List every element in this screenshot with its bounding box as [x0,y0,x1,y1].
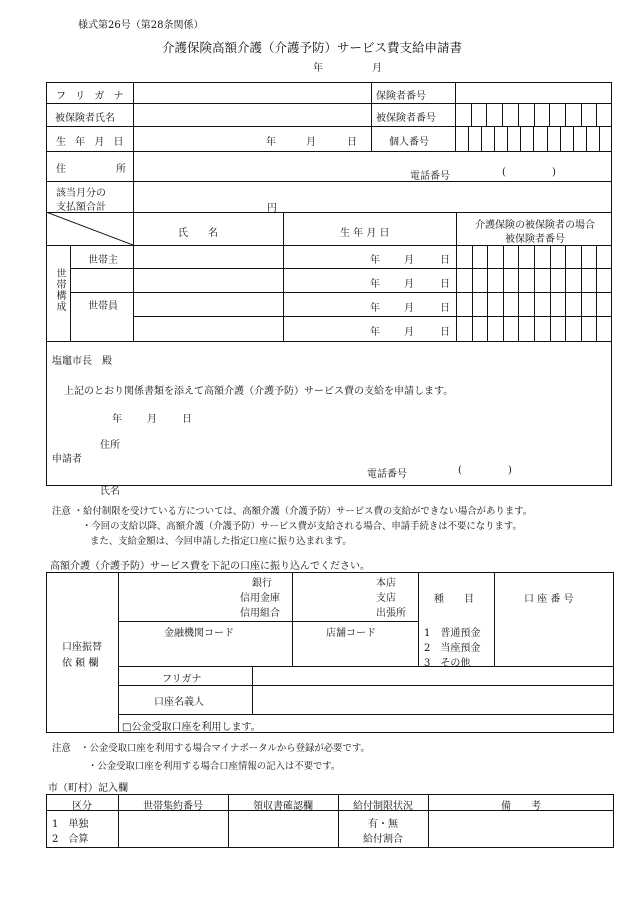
branch-type-branch: 支店 [376,593,396,604]
application-year: 年 [112,414,122,425]
city-col-restriction: 給付制限状況 [353,801,413,812]
insured-name-label: 被保険者氏名 [55,113,115,124]
household-member-label: 世帯員 [88,301,118,312]
row3-month: 月 [404,303,414,314]
form-number: 様式第26号（第28条関係） [78,20,204,31]
row2-month: 月 [404,279,414,290]
row3-day: 日 [440,303,450,314]
row1-day: 日 [440,255,450,266]
row3-year: 年 [370,303,380,314]
restriction-rate: 給付割合 [363,834,403,845]
phone-paren-open: ( [502,167,506,178]
row1-year: 年 [370,255,380,266]
row2-day: 日 [440,279,450,290]
household-name-col: 氏 名 [178,228,218,239]
city-col-remarks: 備 考 [501,801,541,812]
account-holder-label: 口座名義人 [154,697,204,708]
note-line-1: 注意 ・給付制限を受けている方については、高額介護（介護予防）サービス費の支給ができない場合があります。 [52,506,533,517]
account-kind-2: 2 当座預金 [424,643,481,654]
note-line-2: ・今回の支給以降、高額介護（介護予防）サービス費が支給される場合、申請手続きは不要になります。 [82,521,522,532]
restriction-yes-no: 有・無 [368,819,398,830]
application-statement: 上記のとおり関係書類を添えて高額介護（介護予防）サービス費の支給を申請します。 [64,386,454,397]
applicant-phone-label: 電話番号 [367,469,407,480]
city-col-receipt: 領収書確認欄 [253,801,313,812]
category-single: 1 単独 [52,819,89,830]
diagonal-divider [46,212,133,245]
payment-total-label-1: 該当月分の [56,188,106,199]
birth-day: 日 [347,137,357,148]
applicant-label: 申請者 [52,454,82,465]
applicant-phone-paren-close: ) [508,465,512,476]
insured-number-label: 被保険者番号 [376,113,436,124]
bank-note-1: 注意 ・公金受取口座を利用する場合マイナポータルから登録が必要です。 [52,743,370,754]
household-head-label: 世帯主 [88,255,118,266]
address-label: 住 [56,164,66,175]
household-insured-col-1: 介護保険の被保険者の場合 [475,220,595,231]
branch-code-label: 店舗コード [326,628,376,639]
household-insured-col-2: 被保険者番号 [505,234,565,245]
household-vertical-label: 世帯構成 [54,268,65,312]
row2-year: 年 [370,279,380,290]
bank-note-2: ・公金受取口座を利用する場合口座情報の記入は不要です。 [88,761,341,772]
bank-type-kumiai: 信用組合 [240,608,280,619]
mayor-address: 塩竈市長 殿 [52,356,112,367]
date-month: 月 [372,63,382,74]
row1-month: 月 [404,255,414,266]
row4-month: 月 [404,327,414,338]
applicant-name-label: 氏名 [100,486,120,497]
bank-code-label: 金融機関コード [164,628,234,639]
account-number-header: 口 座 番 号 [524,594,574,605]
bank-type-bank: 銀行 [252,578,272,589]
page-title: 介護保険高額介護（介護予防）サービス費支給申請書 [162,40,463,55]
branch-type-office: 出張所 [376,608,406,619]
application-month: 月 [147,414,157,425]
account-kind-header: 種 目 [434,594,474,605]
public-account-checkbox[interactable]: □公金受取口座を利用します。 [122,722,261,733]
category-combined: 2 合算 [52,834,89,845]
bank-label-1: 口座振替 [62,642,102,653]
date-year: 年 [313,63,323,74]
city-col-category: 区分 [72,801,92,812]
furigana-label: フ リ ガ ナ [56,91,127,102]
phone-label: 電話番号 [410,171,450,182]
birth-date-label: 生 年 月 日 [56,137,127,148]
bank-label-2: 依 頼 欄 [62,658,99,669]
yen-label: 円 [267,203,277,214]
household-birth-col: 生 年 月 日 [340,228,390,239]
city-section-heading: 市（町村）記入欄 [48,783,128,794]
holder-furigana-label: フリガナ [162,674,202,685]
payment-total-label-2: 支払額合計 [56,202,106,213]
account-kind-1: 1 普通預金 [424,628,481,639]
applicant-address-label: 住所 [100,440,120,451]
phone-paren-close: ) [552,167,556,178]
note-line-3: また、支給金額は、今回申請した指定口座に振り込まれます。 [90,536,352,547]
individual-number-label: 個人番号 [389,137,429,148]
insurer-number-label: 保険者番号 [376,91,426,102]
birth-month: 月 [306,137,316,148]
application-day: 日 [182,414,192,425]
account-kind-3: 3 その他 [424,658,471,669]
bank-intro: 高額介護（介護予防）サービス費を下記の口座に振り込んでください。 [50,561,370,572]
birth-year: 年 [266,137,276,148]
branch-type-main: 本店 [376,578,396,589]
applicant-phone-paren-open: ( [458,465,462,476]
city-col-household-number: 世帯集約番号 [143,801,203,812]
row4-year: 年 [370,327,380,338]
row4-day: 日 [440,327,450,338]
bank-type-shinkin: 信用金庫 [240,593,280,604]
address-label-2: 所 [116,164,126,175]
